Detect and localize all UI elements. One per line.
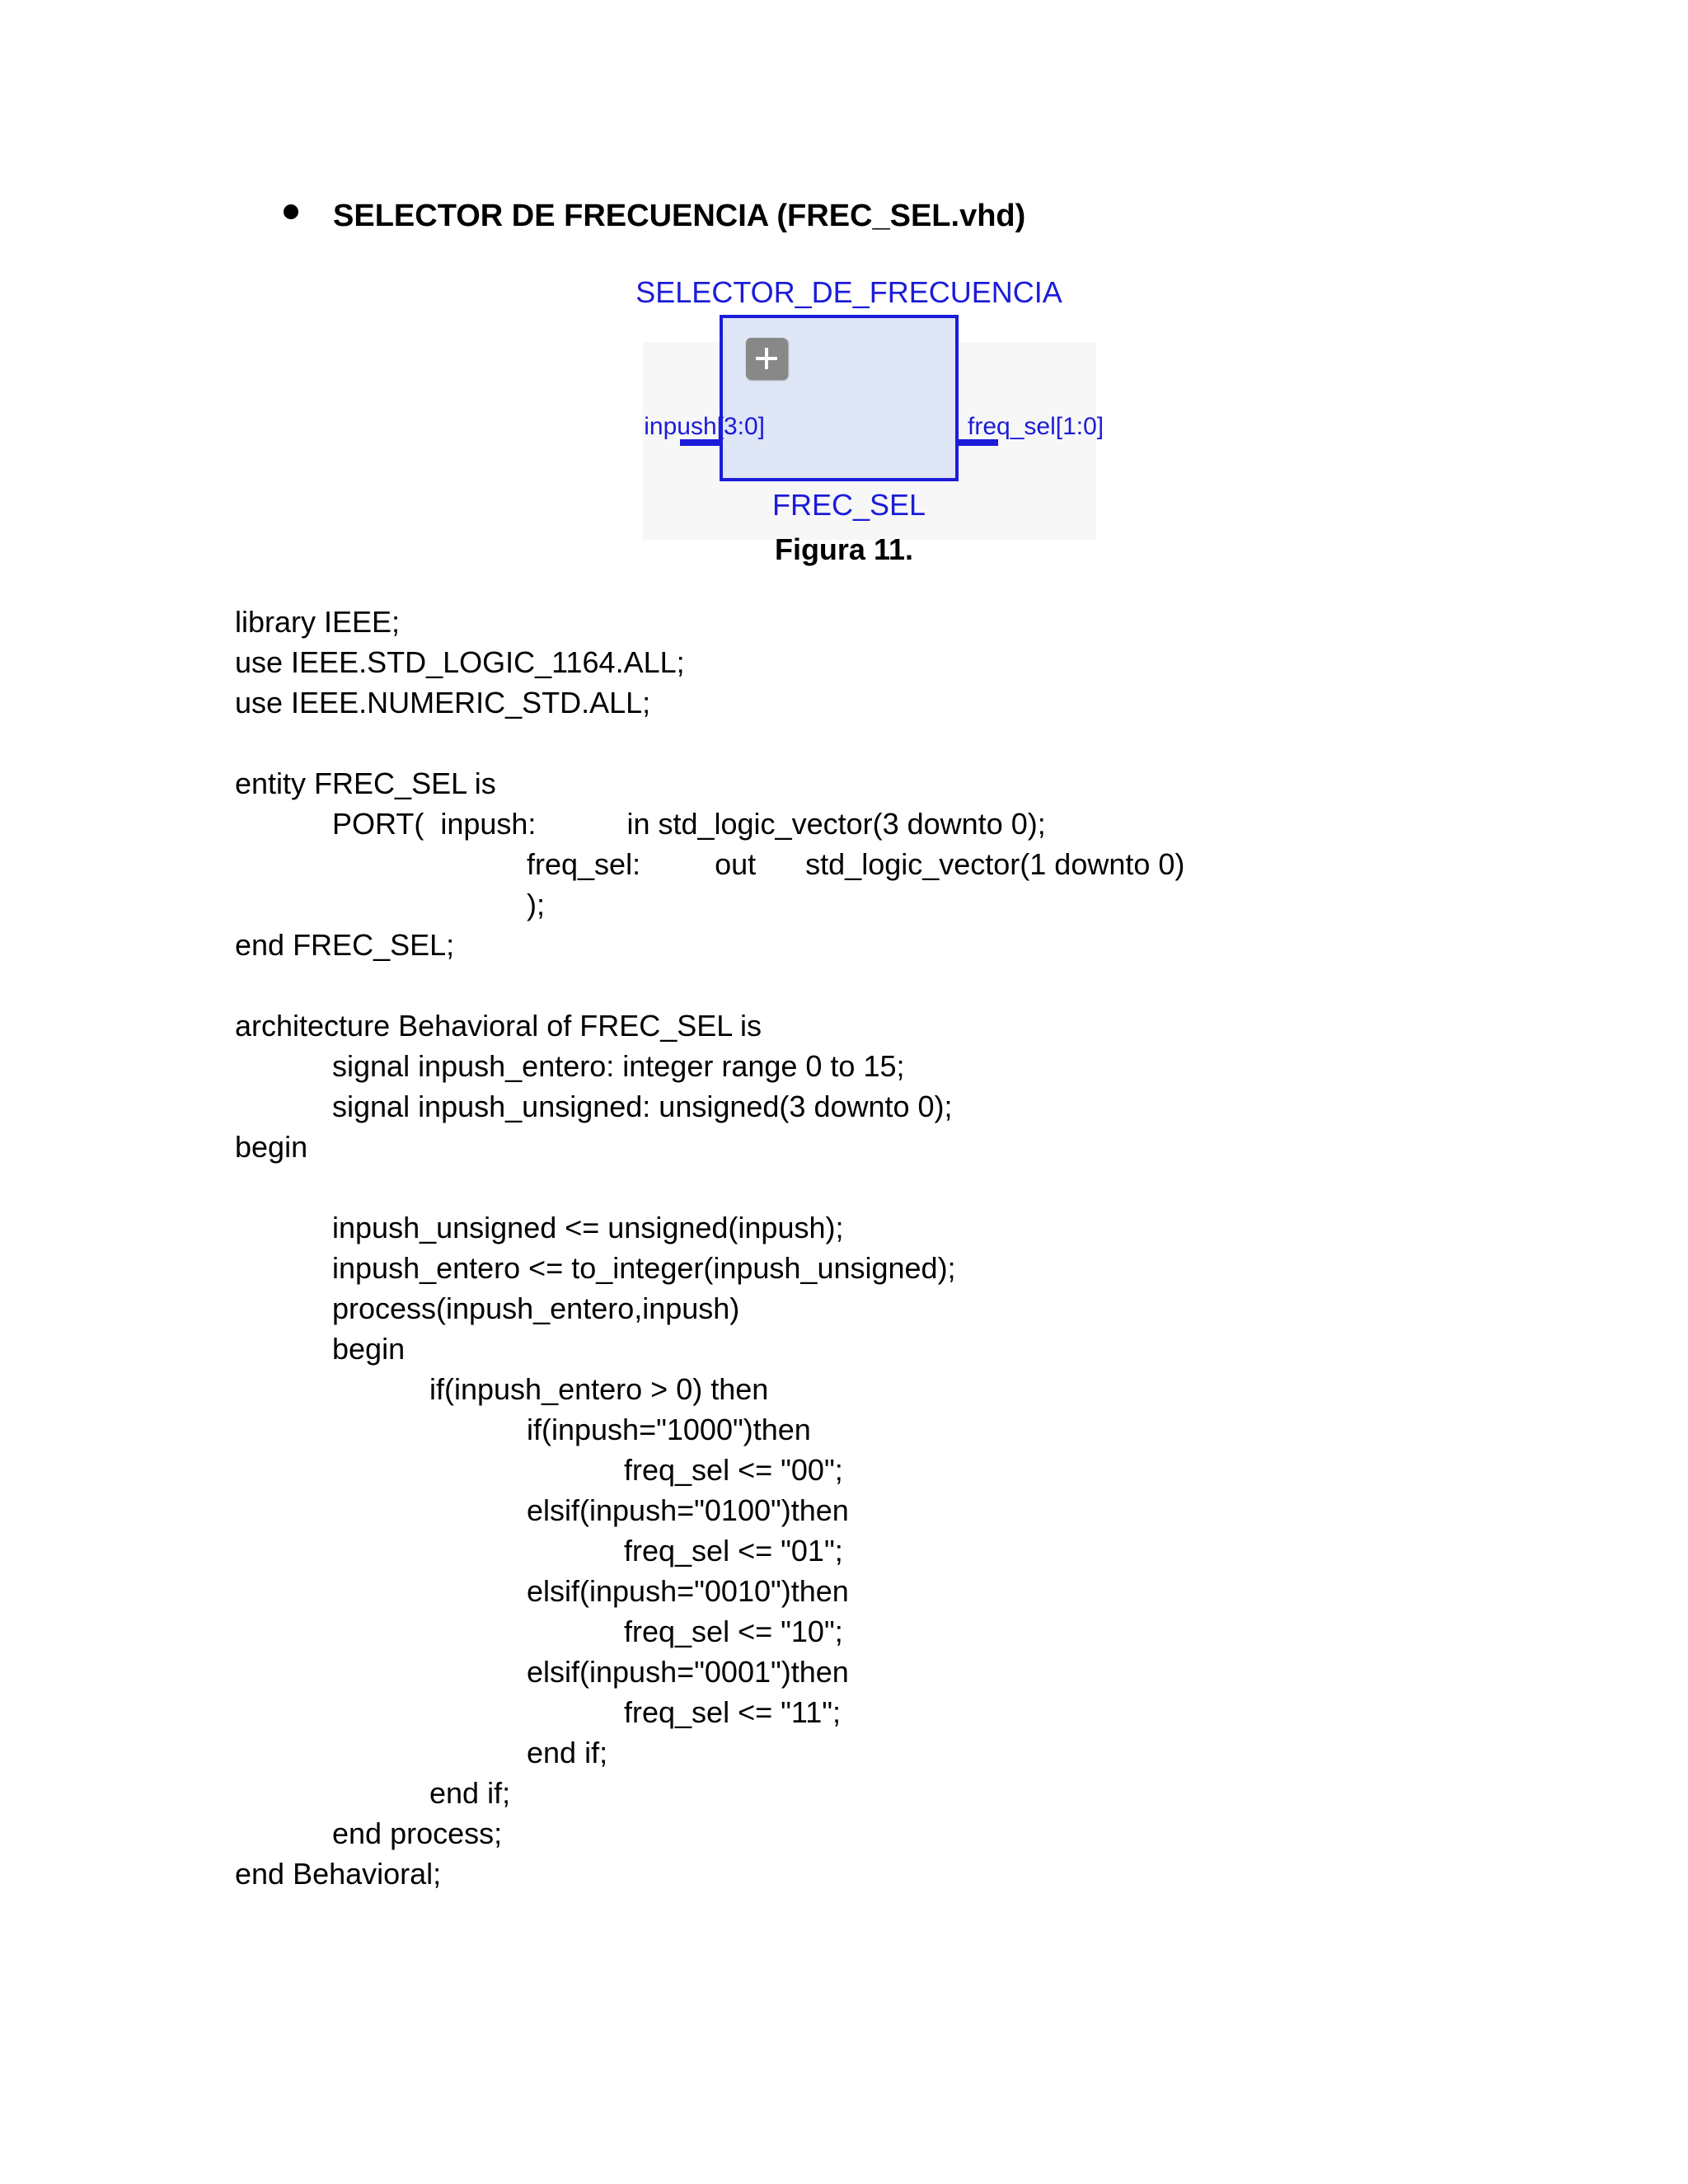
code-line: use IEEE.NUMERIC_STD.ALL; — [235, 686, 651, 719]
code-line: use IEEE.STD_LOGIC_1164.ALL; — [235, 645, 685, 679]
input-port-label: inpush[3:0] — [644, 413, 765, 440]
code-line: ); — [527, 888, 545, 921]
code-line: begin — [332, 1332, 406, 1366]
entity-name: FREC_SEL — [771, 488, 926, 522]
code-line: elsif(inpush="0100")then — [527, 1493, 849, 1527]
code-line — [235, 723, 1184, 763]
code-line: signal inpush_entero: integer range 0 to 15; — [332, 1049, 905, 1083]
figure-caption: Figura 11. — [774, 532, 914, 566]
instance-name: SELECTOR_DE_FRECUENCIA — [635, 275, 1062, 309]
vhdl-code-listing — [235, 602, 1184, 1894]
code-line: freq_sel <= "10"; — [624, 1615, 843, 1648]
code-line: elsif(inpush="0001")then — [527, 1655, 849, 1689]
code-line: end if; — [527, 1736, 608, 1769]
code-line: end if; — [429, 1776, 511, 1810]
plus-icon[interactable] — [746, 338, 787, 379]
code-line: library IEEE; — [235, 605, 401, 639]
code-line: inpush_entero <= to_integer(inpush_unsigned); — [332, 1251, 956, 1285]
code-line — [235, 965, 1184, 1005]
code-line: end FREC_SEL; — [235, 928, 455, 962]
section-heading: SELECTOR DE FRECUENCIA (FREC_SEL.vhd) — [333, 199, 1026, 233]
code-line: end Behavioral; — [235, 1857, 442, 1891]
code-line: signal inpush_unsigned: unsigned(3 downto 0); — [332, 1090, 953, 1123]
code-line: freq_sel: out std_logic_vector(1 downto 0) — [527, 847, 1185, 881]
code-line: architecture Behavioral of FREC_SEL is — [235, 1009, 762, 1043]
code-line: end process; — [332, 1816, 503, 1850]
code-line: inpush_unsigned <= unsigned(inpush); — [332, 1211, 844, 1244]
code-line: begin — [235, 1130, 308, 1164]
code-line: process(inpush_entero,inpush) — [332, 1291, 740, 1325]
output-port-label: freq_sel[1:0] — [968, 413, 1104, 440]
code-line: freq_sel <= "11"; — [624, 1695, 842, 1729]
entity-block — [720, 315, 959, 481]
code-line: entity FREC_SEL is — [235, 766, 496, 800]
code-line: freq_sel <= "00"; — [624, 1453, 843, 1487]
block-diagram — [577, 268, 1121, 548]
code-line: if(inpush_entero > 0) then — [429, 1372, 769, 1406]
code-line: freq_sel <= "01"; — [624, 1534, 843, 1568]
code-line: elsif(inpush="0010")then — [527, 1574, 849, 1608]
code-line: PORT( inpush: in std_logic_vector(3 downto 0); — [332, 807, 1046, 841]
code-line: if(inpush="1000")then — [527, 1413, 811, 1446]
code-line — [235, 1167, 1184, 1207]
bullet-point — [284, 204, 298, 219]
